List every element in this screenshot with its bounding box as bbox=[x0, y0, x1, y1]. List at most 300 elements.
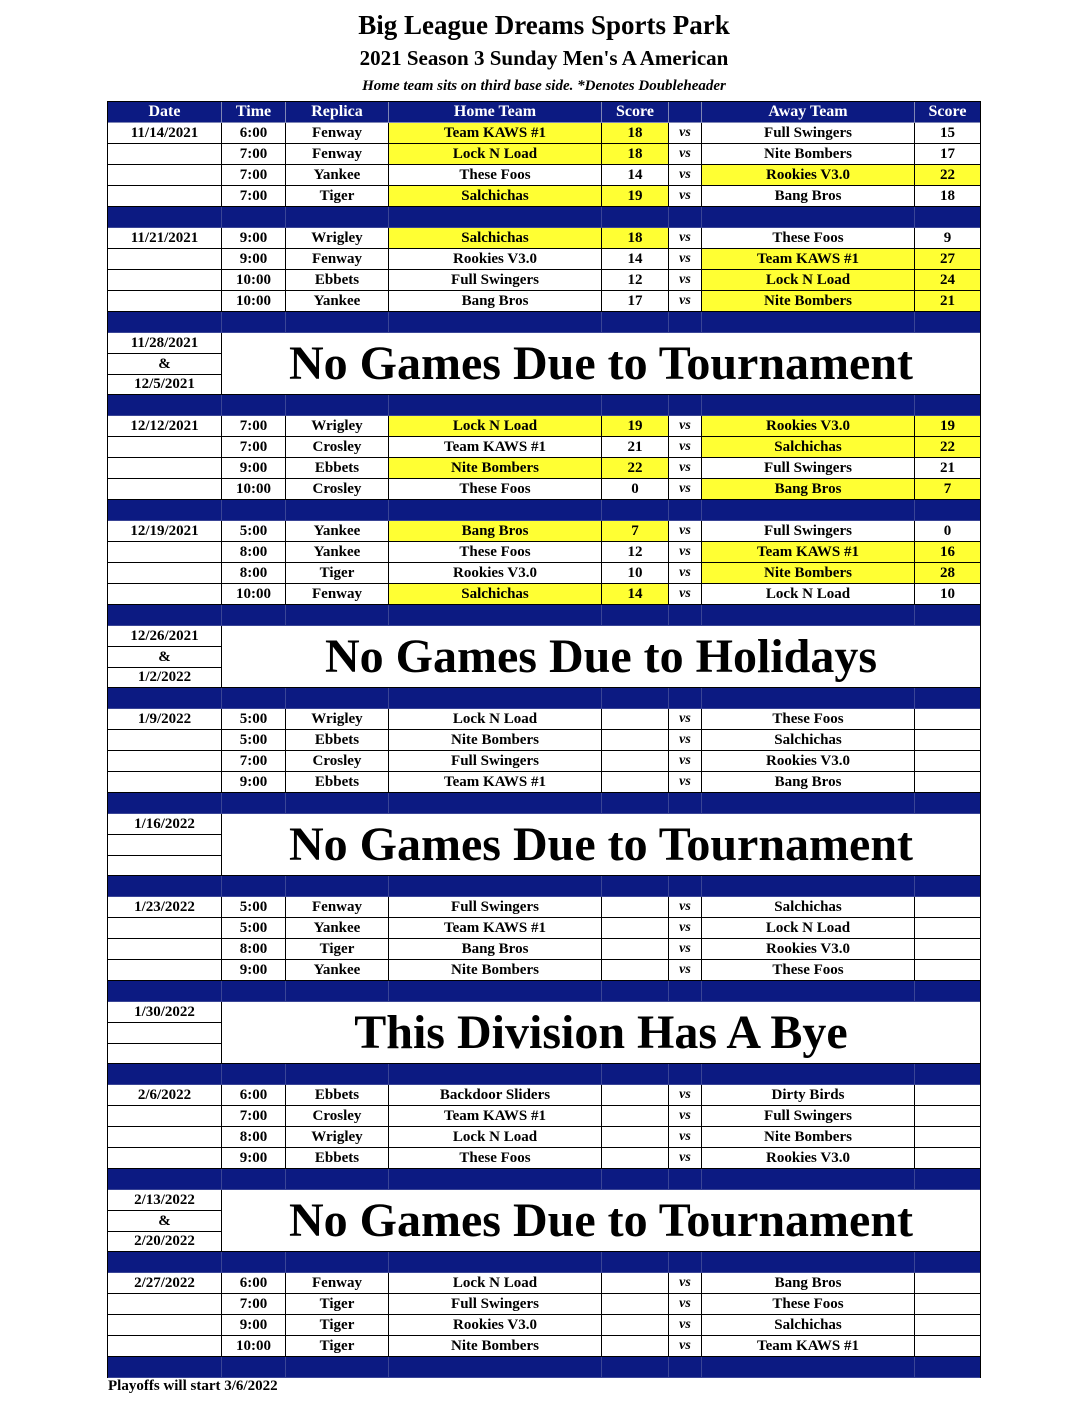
separator-cell bbox=[702, 207, 915, 228]
home-team: Team KAWS #1 bbox=[389, 1106, 602, 1127]
vs-label: vs bbox=[669, 186, 702, 207]
away-team: Team KAWS #1 bbox=[702, 249, 915, 270]
game-time: 6:00 bbox=[222, 1085, 286, 1106]
separator-row bbox=[108, 312, 980, 333]
separator-row bbox=[108, 605, 980, 626]
separator-cell bbox=[389, 605, 602, 626]
away-team: Rookies V3.0 bbox=[702, 1148, 915, 1169]
home-score bbox=[602, 1085, 669, 1106]
vs-label: vs bbox=[669, 291, 702, 312]
separator-cell bbox=[286, 981, 389, 1002]
no-games-message: No Games Due to Tournament bbox=[222, 814, 980, 876]
home-team: Full Swingers bbox=[389, 1294, 602, 1315]
date-range bbox=[108, 814, 222, 876]
game-time: 9:00 bbox=[222, 458, 286, 479]
home-team: Salchichas bbox=[389, 584, 602, 605]
away-team: Salchichas bbox=[702, 730, 915, 751]
field-replica: Tiger bbox=[286, 1294, 389, 1315]
no-games-row bbox=[108, 333, 980, 395]
away-team: Full Swingers bbox=[702, 458, 915, 479]
game-row bbox=[108, 270, 980, 291]
field-replica: Ebbets bbox=[286, 1085, 389, 1106]
date-column-header: Date bbox=[108, 102, 222, 123]
separator-cell bbox=[108, 981, 222, 1002]
game-date bbox=[108, 751, 222, 772]
home-team: Rookies V3.0 bbox=[389, 249, 602, 270]
separator-cell bbox=[702, 688, 915, 709]
away-score: 27 bbox=[915, 249, 980, 270]
field-replica: Yankee bbox=[286, 291, 389, 312]
date-range bbox=[108, 626, 222, 688]
away-score bbox=[915, 1336, 980, 1357]
field-replica: Fenway bbox=[286, 249, 389, 270]
home-score: 12 bbox=[602, 542, 669, 563]
away-team: Rookies V3.0 bbox=[702, 416, 915, 437]
home-team: Team KAWS #1 bbox=[389, 918, 602, 939]
date-range bbox=[108, 1002, 222, 1064]
home-score bbox=[602, 918, 669, 939]
separator-cell bbox=[702, 1252, 915, 1273]
separator-cell bbox=[915, 1357, 980, 1378]
game-date: 1/23/2022 bbox=[108, 897, 222, 918]
game-row bbox=[108, 709, 980, 730]
vs-label: vs bbox=[669, 939, 702, 960]
game-time: 8:00 bbox=[222, 563, 286, 584]
game-date bbox=[108, 270, 222, 291]
date-range-line: 1/2/2022 bbox=[108, 668, 222, 688]
separator-cell bbox=[108, 605, 222, 626]
field-replica: Yankee bbox=[286, 521, 389, 542]
separator-cell bbox=[669, 1252, 702, 1273]
replica-column-header: Replica bbox=[286, 102, 389, 123]
separator-cell bbox=[389, 1064, 602, 1085]
game-row bbox=[108, 123, 980, 144]
home-team: Lock N Load bbox=[389, 709, 602, 730]
field-replica: Fenway bbox=[286, 144, 389, 165]
away-score bbox=[915, 897, 980, 918]
separator-cell bbox=[222, 500, 286, 521]
away-score bbox=[915, 1315, 980, 1336]
vs-label: vs bbox=[669, 144, 702, 165]
game-time: 9:00 bbox=[222, 249, 286, 270]
away-team: These Foos bbox=[702, 709, 915, 730]
separator-cell bbox=[108, 207, 222, 228]
separator-row bbox=[108, 1357, 980, 1378]
separator-row bbox=[108, 1064, 980, 1085]
no-games-message: This Division Has A Bye bbox=[222, 1002, 980, 1064]
away-score bbox=[915, 730, 980, 751]
home-team: These Foos bbox=[389, 1148, 602, 1169]
away-score: 24 bbox=[915, 270, 980, 291]
field-replica: Crosley bbox=[286, 751, 389, 772]
away-team: These Foos bbox=[702, 228, 915, 249]
separator-cell bbox=[389, 793, 602, 814]
playoffs-note: Playoffs will start 3/6/2022 bbox=[108, 1378, 278, 1394]
vs-label: vs bbox=[669, 751, 702, 772]
away-score: 19 bbox=[915, 416, 980, 437]
field-replica: Ebbets bbox=[286, 270, 389, 291]
away-team: Full Swingers bbox=[702, 1106, 915, 1127]
game-row bbox=[108, 165, 980, 186]
away-score: 7 bbox=[915, 479, 980, 500]
away-team: Team KAWS #1 bbox=[702, 1336, 915, 1357]
away-team: Salchichas bbox=[702, 1315, 915, 1336]
away-score bbox=[915, 751, 980, 772]
separator-cell bbox=[108, 1357, 222, 1378]
separator-cell bbox=[669, 207, 702, 228]
separator-cell bbox=[222, 876, 286, 897]
game-date bbox=[108, 563, 222, 584]
home-team: Team KAWS #1 bbox=[389, 772, 602, 793]
home-score bbox=[602, 1336, 669, 1357]
game-row bbox=[108, 1127, 980, 1148]
home-team: Lock N Load bbox=[389, 1127, 602, 1148]
game-row bbox=[108, 144, 980, 165]
vs-label: vs bbox=[669, 1315, 702, 1336]
home-score bbox=[602, 709, 669, 730]
away-team-column-header: Away Team bbox=[702, 102, 915, 123]
date-range-line bbox=[108, 1023, 222, 1044]
separator-cell bbox=[915, 395, 980, 416]
separator-cell bbox=[602, 688, 669, 709]
away-team: Lock N Load bbox=[702, 270, 915, 291]
no-games-row bbox=[108, 814, 980, 876]
date-range-line: 2/20/2022 bbox=[108, 1232, 222, 1252]
game-time: 10:00 bbox=[222, 479, 286, 500]
separator-cell bbox=[286, 1252, 389, 1273]
separator-cell bbox=[286, 1064, 389, 1085]
table-header-row bbox=[108, 102, 980, 123]
date-range-line: & bbox=[108, 647, 222, 668]
separator-cell bbox=[669, 395, 702, 416]
home-team: Bang Bros bbox=[389, 939, 602, 960]
separator-cell bbox=[286, 605, 389, 626]
vs-label: vs bbox=[669, 1148, 702, 1169]
game-date bbox=[108, 291, 222, 312]
field-replica: Yankee bbox=[286, 960, 389, 981]
separator-cell bbox=[669, 876, 702, 897]
home-score bbox=[602, 897, 669, 918]
away-team: Lock N Load bbox=[702, 584, 915, 605]
home-score: 7 bbox=[602, 521, 669, 542]
separator-row bbox=[108, 500, 980, 521]
vs-label: vs bbox=[669, 479, 702, 500]
vs-label: vs bbox=[669, 584, 702, 605]
away-team: Salchichas bbox=[702, 897, 915, 918]
separator-cell bbox=[669, 981, 702, 1002]
vs-column-header bbox=[669, 102, 702, 123]
separator-row bbox=[108, 395, 980, 416]
game-row bbox=[108, 960, 980, 981]
date-range-line: 12/26/2021 bbox=[108, 626, 222, 647]
date-range-line: 1/30/2022 bbox=[108, 1002, 222, 1023]
vs-label: vs bbox=[669, 918, 702, 939]
game-date bbox=[108, 960, 222, 981]
game-row bbox=[108, 186, 980, 207]
separator-cell bbox=[702, 500, 915, 521]
separator-cell bbox=[108, 500, 222, 521]
game-time: 10:00 bbox=[222, 270, 286, 291]
home-team: These Foos bbox=[389, 479, 602, 500]
separator-cell bbox=[915, 1064, 980, 1085]
separator-cell bbox=[669, 500, 702, 521]
no-games-message: No Games Due to Holidays bbox=[222, 626, 980, 688]
away-team: Salchichas bbox=[702, 437, 915, 458]
vs-label: vs bbox=[669, 416, 702, 437]
field-replica: Fenway bbox=[286, 897, 389, 918]
game-date bbox=[108, 939, 222, 960]
game-row bbox=[108, 584, 980, 605]
separator-cell bbox=[602, 395, 669, 416]
field-replica: Ebbets bbox=[286, 1148, 389, 1169]
date-range-line: 11/28/2021 bbox=[108, 333, 222, 354]
home-score bbox=[602, 1294, 669, 1315]
game-time: 7:00 bbox=[222, 751, 286, 772]
away-score: 9 bbox=[915, 228, 980, 249]
separator-cell bbox=[915, 207, 980, 228]
field-replica: Crosley bbox=[286, 437, 389, 458]
separator-cell bbox=[389, 500, 602, 521]
home-score: 19 bbox=[602, 186, 669, 207]
separator-cell bbox=[915, 605, 980, 626]
away-score: 22 bbox=[915, 165, 980, 186]
game-row bbox=[108, 1273, 980, 1294]
home-score: 14 bbox=[602, 584, 669, 605]
schedule-table bbox=[107, 101, 981, 1378]
separator-cell bbox=[915, 500, 980, 521]
separator-row bbox=[108, 1169, 980, 1190]
separator-cell bbox=[602, 605, 669, 626]
game-row bbox=[108, 918, 980, 939]
separator-cell bbox=[669, 688, 702, 709]
away-score bbox=[915, 1106, 980, 1127]
separator-cell bbox=[702, 312, 915, 333]
separator-cell bbox=[602, 1252, 669, 1273]
game-row bbox=[108, 458, 980, 479]
separator-row bbox=[108, 1252, 980, 1273]
vs-label: vs bbox=[669, 1106, 702, 1127]
vs-label: vs bbox=[669, 123, 702, 144]
home-team: Rookies V3.0 bbox=[389, 1315, 602, 1336]
vs-label: vs bbox=[669, 709, 702, 730]
home-team: Lock N Load bbox=[389, 416, 602, 437]
away-team: Rookies V3.0 bbox=[702, 751, 915, 772]
vs-label: vs bbox=[669, 1127, 702, 1148]
separator-cell bbox=[702, 981, 915, 1002]
away-score: 22 bbox=[915, 437, 980, 458]
separator-cell bbox=[222, 207, 286, 228]
separator-cell bbox=[286, 793, 389, 814]
field-replica: Ebbets bbox=[286, 772, 389, 793]
game-time: 5:00 bbox=[222, 521, 286, 542]
separator-row bbox=[108, 876, 980, 897]
game-time: 7:00 bbox=[222, 1106, 286, 1127]
field-replica: Tiger bbox=[286, 1315, 389, 1336]
away-score bbox=[915, 772, 980, 793]
away-score bbox=[915, 918, 980, 939]
home-score: 10 bbox=[602, 563, 669, 584]
home-score: 12 bbox=[602, 270, 669, 291]
home-team: Lock N Load bbox=[389, 1273, 602, 1294]
game-time: 7:00 bbox=[222, 165, 286, 186]
separator-cell bbox=[915, 981, 980, 1002]
field-replica: Yankee bbox=[286, 165, 389, 186]
game-row bbox=[108, 772, 980, 793]
home-score: 0 bbox=[602, 479, 669, 500]
vs-label: vs bbox=[669, 458, 702, 479]
game-row bbox=[108, 939, 980, 960]
home-team: Full Swingers bbox=[389, 270, 602, 291]
separator-cell bbox=[108, 1064, 222, 1085]
separator-cell bbox=[222, 1169, 286, 1190]
away-score bbox=[915, 960, 980, 981]
away-team: Dirty Birds bbox=[702, 1085, 915, 1106]
away-team: These Foos bbox=[702, 1294, 915, 1315]
home-team: Full Swingers bbox=[389, 897, 602, 918]
home-team: Salchichas bbox=[389, 186, 602, 207]
away-team: Rookies V3.0 bbox=[702, 939, 915, 960]
game-time: 8:00 bbox=[222, 939, 286, 960]
separator-cell bbox=[915, 688, 980, 709]
vs-label: vs bbox=[669, 1336, 702, 1357]
home-score bbox=[602, 751, 669, 772]
separator-cell bbox=[669, 793, 702, 814]
time-column-header: Time bbox=[222, 102, 286, 123]
vs-label: vs bbox=[669, 730, 702, 751]
separator-cell bbox=[669, 1064, 702, 1085]
separator-cell bbox=[915, 1169, 980, 1190]
field-replica: Ebbets bbox=[286, 730, 389, 751]
game-date bbox=[108, 458, 222, 479]
game-date bbox=[108, 542, 222, 563]
game-row bbox=[108, 437, 980, 458]
separator-cell bbox=[915, 312, 980, 333]
game-time: 5:00 bbox=[222, 918, 286, 939]
game-date bbox=[108, 1127, 222, 1148]
field-replica: Fenway bbox=[286, 123, 389, 144]
date-range-line bbox=[108, 835, 222, 856]
game-row bbox=[108, 291, 980, 312]
vs-label: vs bbox=[669, 165, 702, 186]
home-score-column-header: Score bbox=[602, 102, 669, 123]
away-score: 16 bbox=[915, 542, 980, 563]
home-score bbox=[602, 939, 669, 960]
game-row bbox=[108, 228, 980, 249]
season-subtitle: 2021 Season 3 Sunday Men's A American bbox=[359, 46, 729, 70]
date-range bbox=[108, 1190, 222, 1252]
vs-label: vs bbox=[669, 960, 702, 981]
game-date: 2/6/2022 bbox=[108, 1085, 222, 1106]
date-range-line: 12/5/2021 bbox=[108, 375, 222, 395]
game-date: 12/19/2021 bbox=[108, 521, 222, 542]
field-replica: Crosley bbox=[286, 1106, 389, 1127]
away-team: Rookies V3.0 bbox=[702, 165, 915, 186]
vs-label: vs bbox=[669, 1294, 702, 1315]
separator-cell bbox=[286, 876, 389, 897]
game-date bbox=[108, 144, 222, 165]
separator-cell bbox=[389, 395, 602, 416]
home-team: Full Swingers bbox=[389, 751, 602, 772]
game-date bbox=[108, 730, 222, 751]
home-team-column-header: Home Team bbox=[389, 102, 602, 123]
field-replica: Ebbets bbox=[286, 458, 389, 479]
away-score-column-header: Score bbox=[915, 102, 980, 123]
home-team: Nite Bombers bbox=[389, 458, 602, 479]
away-score bbox=[915, 1294, 980, 1315]
vs-label: vs bbox=[669, 542, 702, 563]
game-date bbox=[108, 186, 222, 207]
home-score: 17 bbox=[602, 291, 669, 312]
separator-cell bbox=[702, 1357, 915, 1378]
home-team: Bang Bros bbox=[389, 291, 602, 312]
home-team: Backdoor Sliders bbox=[389, 1085, 602, 1106]
separator-cell bbox=[915, 876, 980, 897]
game-time: 5:00 bbox=[222, 730, 286, 751]
separator-cell bbox=[602, 981, 669, 1002]
separator-cell bbox=[602, 207, 669, 228]
separator-cell bbox=[286, 688, 389, 709]
away-score bbox=[915, 1085, 980, 1106]
away-score bbox=[915, 709, 980, 730]
away-team: Nite Bombers bbox=[702, 291, 915, 312]
game-date bbox=[108, 165, 222, 186]
game-date bbox=[108, 1294, 222, 1315]
game-date bbox=[108, 1315, 222, 1336]
game-date bbox=[108, 1106, 222, 1127]
separator-cell bbox=[222, 1357, 286, 1378]
field-replica: Wrigley bbox=[286, 709, 389, 730]
separator-cell bbox=[389, 1169, 602, 1190]
date-range-line: & bbox=[108, 1211, 222, 1232]
home-score bbox=[602, 1127, 669, 1148]
game-time: 10:00 bbox=[222, 291, 286, 312]
away-score: 10 bbox=[915, 584, 980, 605]
game-time: 6:00 bbox=[222, 123, 286, 144]
game-row bbox=[108, 1336, 980, 1357]
separator-cell bbox=[389, 876, 602, 897]
home-team: Nite Bombers bbox=[389, 730, 602, 751]
separator-cell bbox=[602, 500, 669, 521]
away-team: Full Swingers bbox=[702, 521, 915, 542]
date-range-line: 1/16/2022 bbox=[108, 814, 222, 835]
away-team: Nite Bombers bbox=[702, 1127, 915, 1148]
game-row bbox=[108, 479, 980, 500]
page-title: Big League Dreams Sports Park bbox=[358, 10, 730, 40]
away-score bbox=[915, 939, 980, 960]
game-date: 2/27/2022 bbox=[108, 1273, 222, 1294]
separator-cell bbox=[915, 1252, 980, 1273]
home-team: These Foos bbox=[389, 542, 602, 563]
away-team: Bang Bros bbox=[702, 772, 915, 793]
game-row bbox=[108, 249, 980, 270]
vs-label: vs bbox=[669, 563, 702, 584]
away-score bbox=[915, 1148, 980, 1169]
game-time: 7:00 bbox=[222, 437, 286, 458]
away-score bbox=[915, 1273, 980, 1294]
separator-cell bbox=[702, 1064, 915, 1085]
game-row bbox=[108, 1106, 980, 1127]
away-team: Team KAWS #1 bbox=[702, 542, 915, 563]
separator-cell bbox=[286, 312, 389, 333]
game-time: 7:00 bbox=[222, 1294, 286, 1315]
game-date bbox=[108, 584, 222, 605]
game-date bbox=[108, 437, 222, 458]
separator-row bbox=[108, 207, 980, 228]
separator-cell bbox=[108, 1252, 222, 1273]
vs-label: vs bbox=[669, 1085, 702, 1106]
game-row bbox=[108, 730, 980, 751]
schedule-note: Home team sits on third base side. *Denotes Doubleheader bbox=[362, 78, 726, 94]
